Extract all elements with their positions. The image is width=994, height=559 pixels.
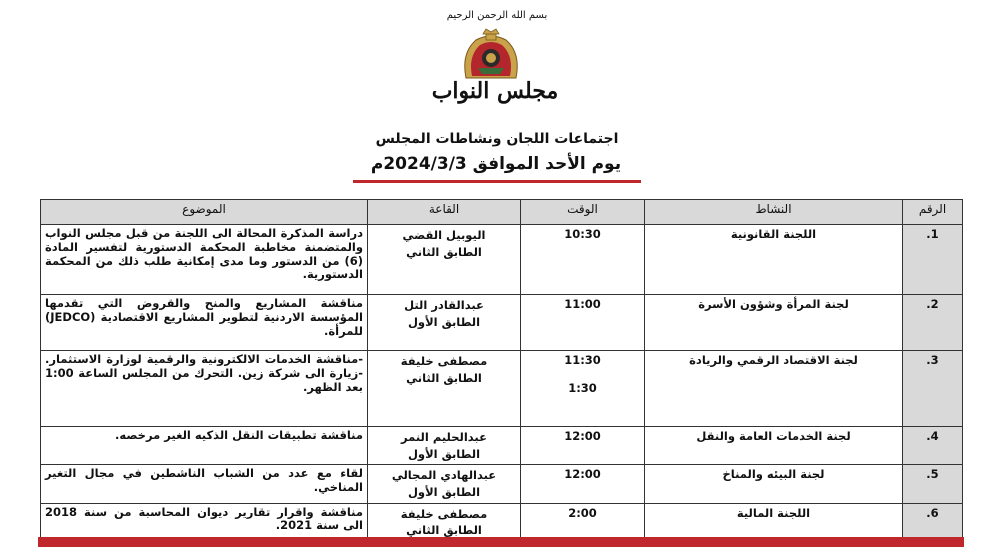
hall-name: عبدالحليم النمر <box>401 430 487 444</box>
row-topic: مناقشة المشاريع والمنح والقروض التي تقدمها المؤسسة الاردنية لتطوير المشاريع الاقتصادية (JEDCO) للمرأة. <box>41 295 368 351</box>
row-hall <box>368 465 521 503</box>
row-hall <box>368 295 521 351</box>
row-number: 6. <box>903 503 963 541</box>
hall-floor: الطابق الثاني <box>406 244 482 259</box>
column-header-activity: النشاط <box>645 200 903 225</box>
table-row <box>41 503 963 541</box>
table-header-row <box>41 200 963 225</box>
hall-name: اليوبيل القضي <box>402 228 486 242</box>
row-activity: لجنة الاقتصاد الرقمي والريادة <box>645 351 903 427</box>
footer-bar <box>38 537 964 547</box>
table-row <box>41 427 963 465</box>
hall-floor: الطابق الأول <box>407 485 481 500</box>
time-second: 1:30 <box>568 381 597 395</box>
row-activity: لجنة المرأة وشؤون الأسرة <box>645 295 903 351</box>
row-hall <box>368 351 521 427</box>
row-number: 2. <box>903 295 963 351</box>
row-topic: دراسة المذكرة المحالة الى اللجنة من قبل مجلس النواب والمتضمنة مخاطبة المحكمة الدستورية لتفسير المادة (6) من الدستور وما مدى إمكانية طلب ذلك من المحكمة الدستورية. <box>41 225 368 295</box>
hall-floor: الطابق الثاني <box>406 523 482 538</box>
table-row <box>41 225 963 295</box>
table-row <box>41 351 963 427</box>
row-topic: لقاء مع عدد من الشباب الناشطين في مجال التغير المناخي. <box>41 465 368 503</box>
row-hall <box>368 225 521 295</box>
time-start: 11:30 <box>564 353 601 367</box>
row-topic: مناقشة تطبيقات النقل الذكيه الغير مرخصه. <box>41 427 368 465</box>
hall-floor: الطابق الأول <box>407 446 481 461</box>
row-topic: مناقشة واقرار تقارير ديوان المحاسبة من سنة 2018 الى سنة 2021. <box>41 503 368 541</box>
hall-floor: الطابق الثاني <box>406 370 482 385</box>
row-time: 12:00 <box>521 427 645 465</box>
row-time: 12:00 <box>521 465 645 503</box>
hall-name: مصطفى خليفة <box>400 354 488 368</box>
row-topic: -مناقشة الخدمات الالكترونية والرقمية لوزارة الاستثمار. -زيارة الى شركة زين. التحرك من المجلس الساعة 1:00 بعد الظهر. <box>41 351 368 427</box>
row-number: 1. <box>903 225 963 295</box>
row-number: 4. <box>903 427 963 465</box>
table-row <box>41 465 963 503</box>
schedule-table <box>40 199 963 542</box>
page-title: يوم الأحد الموافق 2024/3/3م <box>370 154 622 174</box>
table-row <box>41 295 963 351</box>
hall-floor: الطابق الأول <box>407 314 481 329</box>
title-underline <box>353 180 641 183</box>
row-time: 2:00 <box>521 503 645 541</box>
column-header-num: الرقم <box>903 200 963 225</box>
row-time: 10:30 <box>521 225 645 295</box>
row-activity: اللجنة المالية <box>645 503 903 541</box>
column-header-time: الوقت <box>521 200 645 225</box>
basmala: بسم الله الرحمن الرحيم <box>446 10 548 21</box>
row-hall <box>368 427 521 465</box>
row-number: 5. <box>903 465 963 503</box>
row-activity: لجنة الخدمات العامة والنقل <box>645 427 903 465</box>
row-hall <box>368 503 521 541</box>
hall-name: مصطفى خليفة <box>400 506 488 521</box>
row-time <box>521 351 645 427</box>
hall-name: عبدالهادي المجالي <box>391 468 497 483</box>
row-activity: اللجنة القانونية <box>645 225 903 295</box>
royal-emblem-icon <box>456 28 526 82</box>
hall-name: عبدالقادر التل <box>404 298 484 312</box>
row-activity: لجنة البيئه والمناخ <box>645 465 903 503</box>
row-number: 3. <box>903 351 963 427</box>
column-header-topic: الموضوع <box>41 200 368 225</box>
column-header-hall: القاعة <box>368 200 521 225</box>
page-subtitle: اجتماعات اللجان ونشاطات المجلس <box>375 131 619 147</box>
parliament-logo: مجلس النواب <box>431 78 559 104</box>
row-time: 11:00 <box>521 295 645 351</box>
